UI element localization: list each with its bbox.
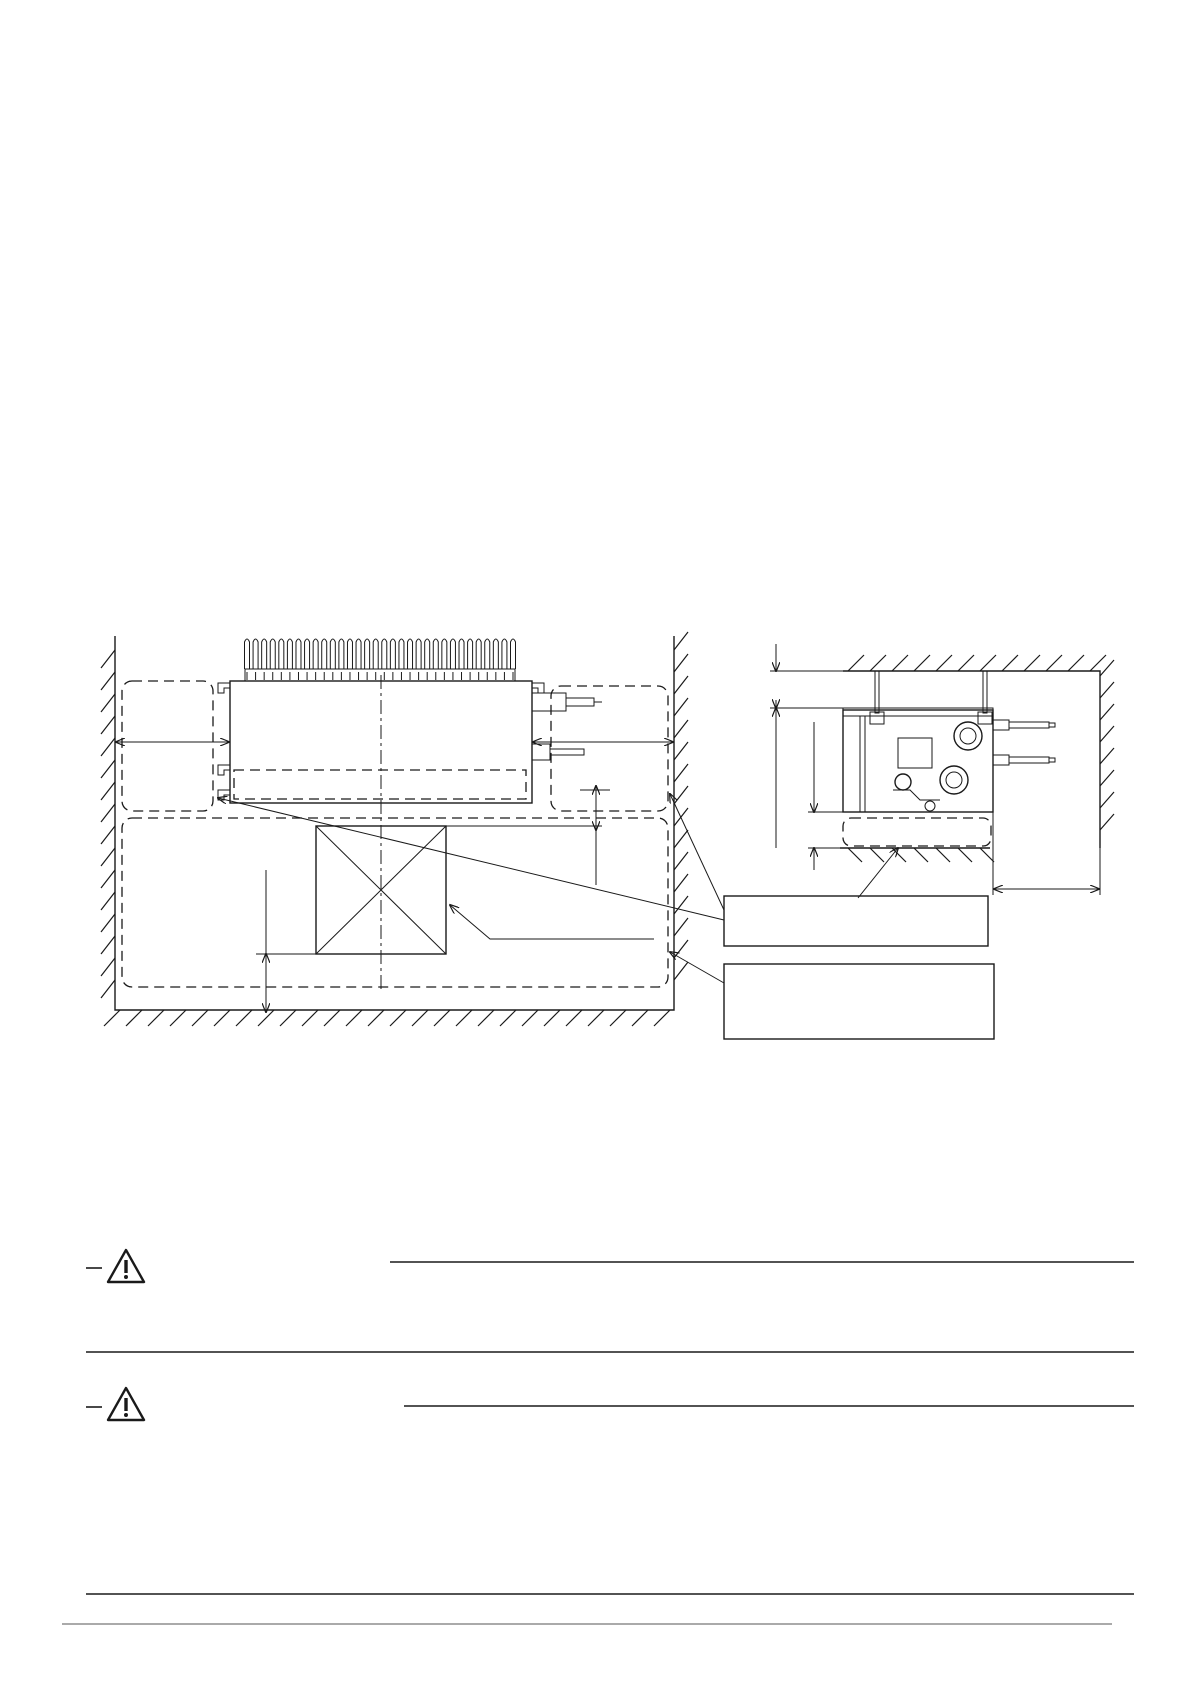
leader-to-panel — [450, 905, 654, 939]
fin — [425, 639, 430, 669]
hatch-stroke — [1100, 660, 1114, 676]
fin — [493, 639, 498, 669]
hatch-stroke — [101, 782, 115, 800]
hatch-stroke — [346, 1010, 362, 1026]
hatch-stroke — [101, 738, 115, 756]
hatch-stroke — [214, 1010, 230, 1026]
hatch-stroke — [478, 1010, 494, 1026]
hatch-stroke — [1002, 655, 1018, 671]
hatch-stroke — [870, 655, 886, 671]
fin — [339, 639, 344, 669]
drain-port — [925, 801, 935, 811]
fin-row — [245, 639, 516, 680]
fin — [270, 639, 275, 669]
fin — [253, 639, 258, 669]
hatch-stroke — [1046, 655, 1062, 671]
hatch-stroke — [892, 655, 908, 671]
fin — [305, 639, 310, 669]
fin — [245, 639, 250, 669]
fin — [330, 639, 335, 669]
pipe-connection-upper — [532, 693, 602, 711]
hatch-stroke — [892, 848, 906, 862]
hatch-stroke — [258, 1010, 274, 1026]
hatch-stroke — [674, 764, 688, 782]
hatch-stroke — [674, 720, 688, 738]
hatch-stroke — [1090, 655, 1106, 671]
hatch-stroke — [101, 826, 115, 844]
hatch-stroke — [674, 918, 688, 936]
hatch-stroke — [456, 1010, 472, 1026]
front-view — [101, 632, 724, 1026]
hatch-stroke — [654, 1010, 670, 1026]
fin — [468, 639, 473, 669]
hatch-stroke — [1100, 814, 1114, 830]
hatch-stroke — [848, 655, 864, 671]
fin — [279, 639, 284, 669]
hatch-stroke — [674, 654, 688, 672]
hatch-stroke — [412, 1010, 428, 1026]
hatch-stroke — [588, 1010, 604, 1026]
hatch-stroke — [1100, 704, 1114, 720]
drain-pan — [234, 770, 526, 799]
callout-box-lower — [724, 964, 994, 1039]
fin — [287, 639, 292, 669]
hatch-stroke — [1100, 748, 1114, 764]
leader-to-unit — [218, 798, 724, 920]
ceiling-hatching — [848, 655, 1106, 671]
fin — [347, 639, 352, 669]
hatch-stroke — [610, 1010, 626, 1026]
hatch-stroke — [674, 676, 688, 694]
fin — [373, 639, 378, 669]
fin — [262, 639, 267, 669]
hatch-stroke — [674, 698, 688, 716]
left-wall-hatching — [101, 650, 115, 998]
hatch-stroke — [101, 936, 115, 954]
fin — [399, 639, 404, 669]
fin — [511, 639, 516, 669]
side-pipe-upper — [993, 720, 1055, 730]
hatch-stroke — [674, 852, 688, 870]
hanger-rod-left — [875, 671, 879, 713]
leader-zone-upper — [670, 794, 724, 910]
ceiling-and-wall — [843, 671, 1100, 848]
hatch-stroke — [1068, 655, 1084, 671]
side-wall-hatching — [1100, 660, 1114, 830]
hatch-stroke — [101, 848, 115, 866]
hatch-stroke — [101, 870, 115, 888]
fin — [416, 639, 421, 669]
hatch-stroke — [434, 1010, 450, 1026]
hatch-stroke — [101, 760, 115, 778]
hatch-stroke — [674, 742, 688, 760]
fin — [433, 639, 438, 669]
hatch-stroke — [914, 848, 928, 862]
warning-triangle-icon — [108, 1250, 144, 1282]
hatch-stroke — [101, 980, 115, 998]
hatch-stroke — [1100, 726, 1114, 742]
hatch-stroke — [522, 1010, 538, 1026]
hatch-stroke — [936, 848, 950, 862]
fin — [485, 639, 490, 669]
hatch-stroke — [324, 1010, 340, 1026]
hatch-stroke — [101, 804, 115, 822]
fin — [322, 639, 327, 669]
hatch-stroke — [674, 962, 688, 980]
hatch-stroke — [192, 1010, 208, 1026]
fin — [390, 639, 395, 669]
warning-triangle-icon — [108, 1388, 144, 1420]
hatch-stroke — [126, 1010, 142, 1026]
hatch-stroke — [1024, 655, 1040, 671]
hatch-stroke — [101, 650, 115, 668]
leader-zone-lower — [670, 952, 724, 983]
pipe-port-large — [954, 722, 982, 750]
fin — [502, 639, 507, 669]
fin-base-strip — [245, 669, 515, 681]
hatch-stroke — [101, 914, 115, 932]
hatch-stroke — [674, 874, 688, 892]
hanger-rod-right — [983, 671, 987, 713]
warning-2 — [86, 1388, 1134, 1420]
pipe-port-small — [895, 774, 911, 790]
hatch-stroke — [544, 1010, 560, 1026]
warning-1 — [86, 1250, 1134, 1282]
side-drain-zone — [843, 818, 991, 846]
hatch-stroke — [632, 1010, 648, 1026]
hatch-stroke — [566, 1010, 582, 1026]
fin — [459, 639, 464, 669]
hatch-stroke — [104, 1010, 120, 1026]
hatch-stroke — [936, 655, 952, 671]
hatch-stroke — [674, 786, 688, 804]
bottom-service-zone — [122, 818, 668, 987]
side-view — [770, 644, 1114, 898]
hatch-stroke — [1100, 682, 1114, 698]
fin — [365, 639, 370, 669]
hatch-stroke — [101, 958, 115, 976]
hatch-stroke — [870, 848, 884, 862]
fin — [476, 639, 481, 669]
hatch-stroke — [390, 1010, 406, 1026]
hatch-stroke — [101, 694, 115, 712]
control-box — [898, 738, 932, 768]
fin — [382, 639, 387, 669]
hatch-stroke — [368, 1010, 384, 1026]
fin — [442, 639, 447, 669]
hatch-stroke — [674, 830, 688, 848]
side-unit-front-plate — [843, 716, 865, 812]
hatch-stroke — [101, 892, 115, 910]
hatch-stroke — [236, 1010, 252, 1026]
pipe-connection-lower — [532, 744, 584, 760]
fin — [450, 639, 455, 669]
fin — [296, 639, 301, 669]
callout-box-upper — [724, 896, 988, 946]
hatch-stroke — [914, 655, 930, 671]
hatch-stroke — [958, 655, 974, 671]
fin — [313, 639, 318, 669]
hatch-stroke — [280, 1010, 296, 1026]
hatch-stroke — [1100, 770, 1114, 786]
hatch-stroke — [101, 672, 115, 690]
left-bracket-top — [218, 683, 230, 693]
fin — [408, 639, 413, 669]
hatch-stroke — [958, 848, 972, 862]
side-pipe-lower — [993, 755, 1055, 765]
hatch-stroke — [148, 1010, 164, 1026]
hatch-stroke — [980, 848, 994, 862]
fin — [356, 639, 361, 669]
pipe-port-medium — [940, 766, 968, 794]
hatch-stroke — [101, 716, 115, 734]
left-service-zone — [122, 681, 213, 811]
hatch-stroke — [848, 848, 862, 862]
hatch-stroke — [980, 655, 996, 671]
left-bracket-bottom — [218, 765, 230, 775]
side-unit-top-rail — [843, 708, 993, 716]
hatch-stroke — [1100, 792, 1114, 808]
floor-hatching — [104, 1010, 670, 1026]
hatch-stroke — [500, 1010, 516, 1026]
side-floor-hatching — [848, 848, 994, 862]
right-bracket — [532, 683, 544, 693]
hatch-stroke — [674, 632, 688, 650]
hatch-stroke — [170, 1010, 186, 1026]
hatch-stroke — [302, 1010, 318, 1026]
